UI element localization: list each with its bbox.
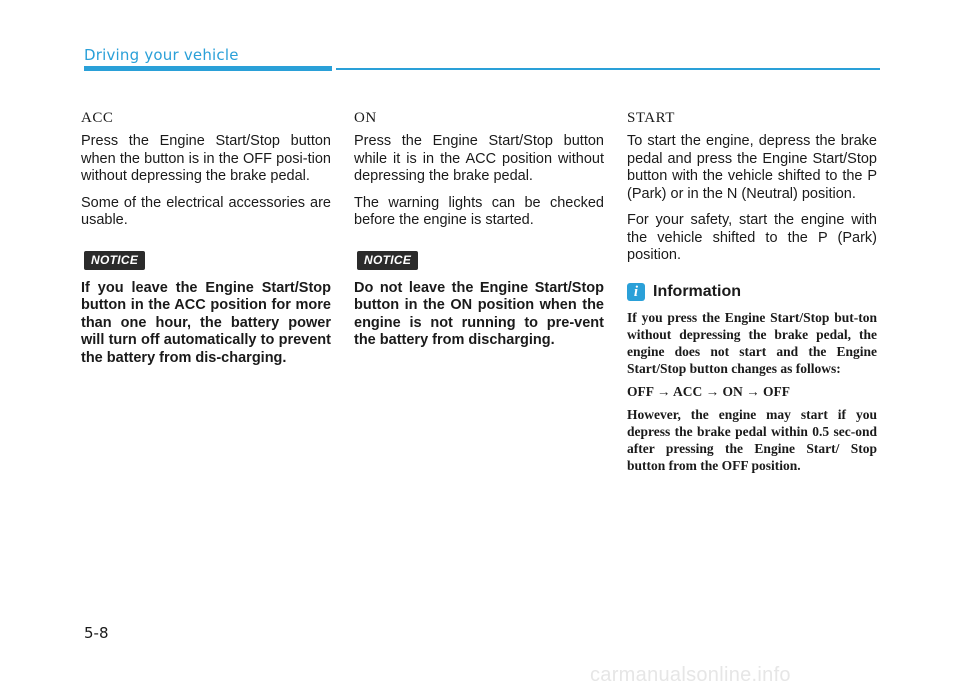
information-label: Information — [653, 282, 741, 300]
on-heading: ON — [354, 110, 377, 126]
site-watermark: carmanualsonline.info — [590, 664, 791, 686]
information-box-title — [627, 283, 877, 301]
acc-heading: ACC — [81, 110, 114, 126]
notice-badge: NOTICE — [357, 251, 418, 270]
section-header-title: Driving your vehicle — [84, 46, 239, 64]
information-icon: i — [627, 283, 645, 301]
on-paragraph-2: The warning lights can be checked before the engine is started. — [354, 194, 604, 228]
acc-paragraph-1: Press the Engine Start/Stop button when the button is in the OFF posi-tion without depressing the brake pedal. — [81, 133, 331, 184]
start-paragraph-1: To start the engine, depress the brake pedal and press the Engine Start/Stop button with the vehicle shifted to the P (Park) or in the N (Neutral) position. — [627, 133, 877, 202]
on-paragraph-1: Press the Engine Start/Stop button while it is in the ACC position without depressing the brake pedal. — [354, 133, 604, 184]
info-sequence: OFF → ACC → ON → OFF — [627, 383, 790, 399]
header-rule-accent — [84, 66, 332, 71]
column-on — [354, 110, 604, 350]
column-acc — [81, 110, 331, 367]
notice-badge: NOTICE — [84, 251, 145, 270]
column-start — [627, 110, 877, 480]
start-paragraph-2: For your safety, start the engine with the vehicle shifted to the P (Park) position. — [627, 212, 877, 263]
info-paragraph-1: If you press the Engine Start/Stop but-ton without depressing the brake pedal, the engine does not start and the Engine Start/Stop button changes as follows: — [627, 309, 877, 376]
acc-paragraph-2: Some of the electrical accessories are usable. — [81, 194, 331, 228]
info-paragraph-2: However, the engine may start if you depress the brake pedal within 0.5 sec-ond after pressing the Engine Start/ Stop button from the OFF position. — [627, 406, 877, 473]
header-rule — [336, 68, 880, 70]
start-heading: START — [627, 110, 675, 126]
acc-notice-text: If you leave the Engine Start/Stop button in the ACC position for more than one hour, the battery power will turn off automatically to prevent the battery from dis-charging. — [81, 279, 331, 366]
page-number: 5-8 — [84, 624, 109, 642]
on-notice-text: Do not leave the Engine Start/Stop button in the ON position when the engine is not running to pre-vent the battery from discharging. — [354, 279, 604, 348]
